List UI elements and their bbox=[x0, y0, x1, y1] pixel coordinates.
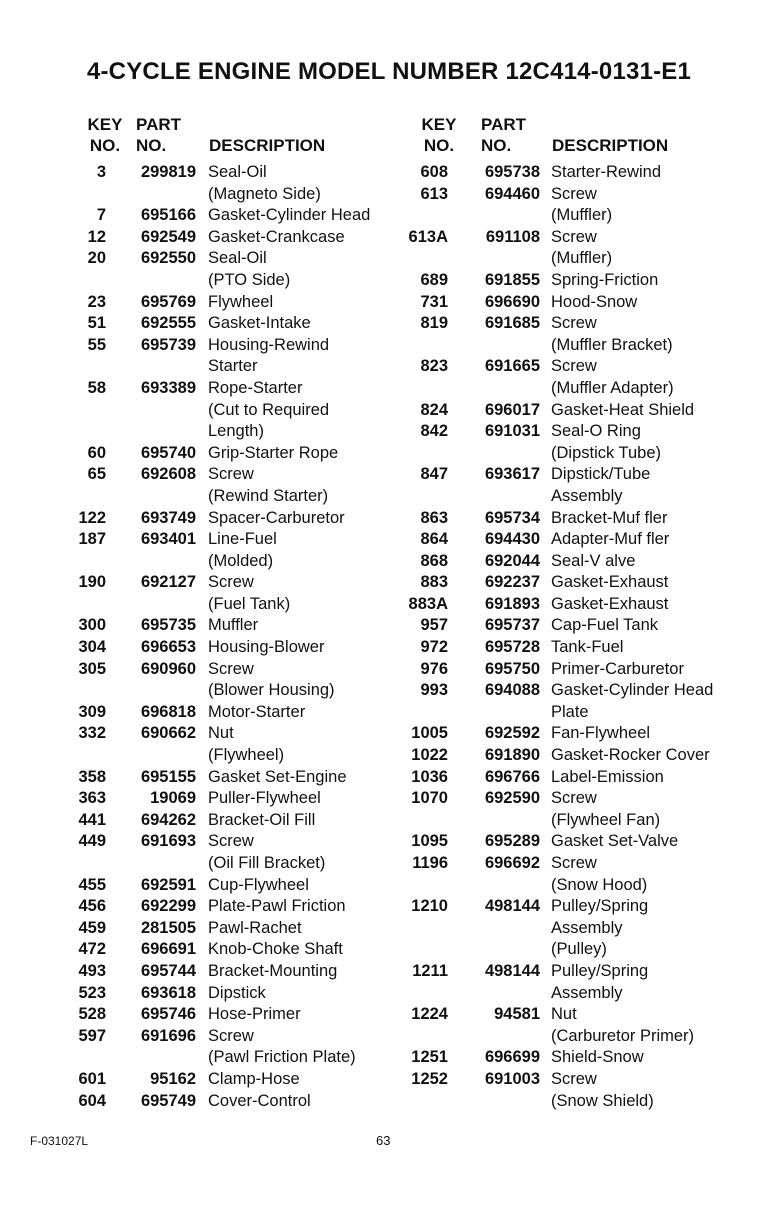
part-description: Gasket-Exhaust bbox=[551, 594, 669, 613]
part-description: (Cut to Required bbox=[208, 400, 330, 419]
part-description: (Muffler Bracket) bbox=[551, 335, 673, 354]
part-number: 695166 bbox=[140, 206, 196, 225]
part-number: 691693 bbox=[140, 832, 196, 851]
part-description: (Molded) bbox=[208, 551, 274, 570]
key-number: 58 bbox=[87, 378, 106, 397]
parts-row bbox=[0, 745, 778, 767]
part-description: Pulley/Spring bbox=[551, 961, 649, 980]
part-description: (PTO Side) bbox=[208, 270, 291, 289]
part-description: Screw bbox=[551, 227, 597, 246]
part-description: Assembly bbox=[551, 983, 623, 1002]
parts-row bbox=[0, 767, 778, 789]
parts-row bbox=[0, 529, 778, 551]
parts-row bbox=[0, 486, 778, 508]
part-number: 691031 bbox=[484, 422, 540, 441]
key-number: 449 bbox=[78, 832, 106, 851]
parts-row bbox=[0, 680, 778, 702]
key-number: 7 bbox=[96, 206, 106, 225]
parts-row bbox=[0, 702, 778, 724]
part-description: (Pulley) bbox=[551, 940, 607, 959]
part-number: 692608 bbox=[140, 465, 196, 484]
key-number: 190 bbox=[78, 573, 106, 592]
key-number: 300 bbox=[78, 616, 106, 635]
part-number: 691665 bbox=[484, 357, 540, 376]
key-number: 187 bbox=[78, 530, 106, 549]
key-number: 993 bbox=[420, 681, 448, 700]
parts-row bbox=[0, 723, 778, 745]
key-number: 304 bbox=[78, 638, 106, 657]
part-description: Screw bbox=[551, 184, 597, 203]
right-key-header-top: KEY bbox=[421, 115, 457, 134]
parts-row bbox=[0, 292, 778, 314]
right-description-header: DESCRIPTION bbox=[552, 136, 669, 155]
part-number: 691893 bbox=[484, 594, 540, 613]
part-number: 693749 bbox=[140, 508, 196, 527]
part-number: 694088 bbox=[484, 681, 540, 700]
part-number: 694262 bbox=[140, 810, 196, 829]
part-description: (Oil Fill Bracket) bbox=[208, 854, 326, 872]
part-description: Seal-V alve bbox=[551, 551, 636, 570]
part-description: Shield-Snow bbox=[551, 1048, 644, 1067]
key-number: 455 bbox=[78, 875, 106, 894]
parts-row bbox=[0, 227, 778, 249]
part-description: Housing-Blower bbox=[208, 638, 325, 657]
part-description: Screw bbox=[208, 573, 254, 592]
key-number: 883A bbox=[408, 594, 448, 613]
part-description: Screw bbox=[551, 357, 597, 376]
part-number: 694460 bbox=[484, 184, 540, 203]
part-description: Assembly bbox=[551, 486, 623, 505]
parts-row bbox=[0, 918, 778, 940]
part-description: (Blower Housing) bbox=[208, 681, 335, 700]
key-number: 523 bbox=[78, 983, 106, 1002]
part-description: Spring-Friction bbox=[551, 270, 659, 289]
key-number: 12 bbox=[87, 227, 106, 246]
key-number: 1070 bbox=[411, 789, 448, 808]
key-number: 883 bbox=[420, 573, 448, 592]
key-number: 1224 bbox=[411, 1005, 448, 1024]
key-number: 613 bbox=[420, 184, 448, 203]
left-key-header bbox=[84, 114, 126, 156]
part-number: 690960 bbox=[140, 659, 196, 678]
part-description: Plate bbox=[551, 702, 589, 721]
part-description: Grip-Starter Rope bbox=[208, 443, 339, 462]
key-number: 472 bbox=[78, 940, 106, 959]
right-part-header bbox=[481, 114, 526, 156]
parts-row bbox=[0, 378, 778, 400]
part-description: (Carburetor Primer) bbox=[551, 1026, 695, 1045]
part-description: Bracket-Mounting bbox=[208, 961, 338, 980]
key-number: 601 bbox=[78, 1069, 106, 1088]
part-description: Bracket-Muf fler bbox=[551, 508, 668, 527]
part-number: 691003 bbox=[484, 1069, 540, 1088]
key-number: 864 bbox=[420, 530, 448, 549]
key-number: 1196 bbox=[412, 854, 448, 872]
part-number: 696690 bbox=[484, 292, 540, 311]
key-number: 358 bbox=[78, 767, 106, 786]
part-description: Gasket-Cylinder Head bbox=[551, 681, 714, 700]
parts-row bbox=[0, 831, 778, 853]
part-number: 691108 bbox=[485, 227, 540, 246]
part-number: 696653 bbox=[140, 638, 196, 657]
part-description: Rope-Starter bbox=[208, 378, 303, 397]
key-number: 122 bbox=[78, 508, 106, 527]
part-description: (Muffler Adapter) bbox=[551, 378, 674, 397]
part-number: 696818 bbox=[140, 702, 196, 721]
part-number: 695155 bbox=[140, 767, 196, 786]
key-number: 23 bbox=[87, 292, 106, 311]
key-number: 51 bbox=[87, 314, 106, 333]
part-number: 695734 bbox=[484, 508, 540, 527]
part-number: 692555 bbox=[140, 314, 196, 333]
part-description: Screw bbox=[208, 465, 254, 484]
part-description: (Fuel Tank) bbox=[208, 594, 291, 613]
key-number: 55 bbox=[87, 335, 106, 354]
part-description: Flywheel bbox=[208, 292, 274, 311]
parts-row bbox=[0, 853, 778, 875]
part-number: 692299 bbox=[140, 897, 196, 916]
part-description: Cup-Flywheel bbox=[208, 875, 309, 894]
part-number: 281505 bbox=[140, 918, 196, 937]
key-number: 20 bbox=[87, 249, 106, 268]
key-number: 863 bbox=[420, 508, 448, 527]
key-number: 309 bbox=[78, 702, 106, 721]
key-number: 957 bbox=[420, 616, 448, 635]
parts-row bbox=[0, 421, 778, 443]
left-description-header: DESCRIPTION bbox=[209, 136, 326, 155]
part-description: Adapter-Muf fler bbox=[551, 530, 670, 549]
part-description: Dipstick/Tube bbox=[551, 465, 651, 484]
part-number: 690662 bbox=[140, 724, 196, 743]
parts-row bbox=[0, 594, 778, 616]
part-number: 695738 bbox=[484, 163, 540, 181]
part-description: Muffler bbox=[208, 616, 259, 635]
key-number: 731 bbox=[420, 292, 448, 311]
key-number: 689 bbox=[420, 270, 448, 289]
part-description: Gasket-Rocker Cover bbox=[551, 746, 710, 765]
part-description: Screw bbox=[208, 659, 254, 678]
part-description: Seal-Oil bbox=[208, 163, 267, 181]
part-number: 695735 bbox=[140, 616, 196, 635]
part-description: Plate-Pawl Friction bbox=[208, 897, 346, 916]
part-description: Nut bbox=[551, 1005, 577, 1024]
part-description: Hood-Snow bbox=[551, 292, 638, 311]
parts-row bbox=[0, 1004, 778, 1026]
part-description: Cover-Control bbox=[208, 1091, 311, 1110]
right-parts-list bbox=[0, 162, 778, 1112]
part-description: Screw bbox=[551, 789, 597, 808]
part-description: Gasket Set-Valve bbox=[551, 832, 679, 851]
part-description: Gasket-Crankcase bbox=[208, 227, 345, 246]
parts-row bbox=[0, 572, 778, 594]
key-number: 597 bbox=[78, 1026, 106, 1045]
part-number: 695740 bbox=[140, 443, 196, 462]
part-number: 695749 bbox=[140, 1091, 196, 1110]
part-description: (Muffler) bbox=[551, 249, 613, 268]
key-number: 456 bbox=[78, 897, 106, 916]
parts-row bbox=[0, 400, 778, 422]
parts-row bbox=[0, 637, 778, 659]
key-number: 493 bbox=[78, 961, 106, 980]
part-number: 693618 bbox=[140, 983, 196, 1002]
part-number: 696692 bbox=[484, 854, 540, 872]
part-description: Gasket-Heat Shield bbox=[551, 400, 695, 419]
part-number: 498144 bbox=[484, 961, 540, 980]
part-description: Pawl-Rachet bbox=[208, 918, 302, 937]
key-number: 819 bbox=[420, 314, 448, 333]
parts-row bbox=[0, 313, 778, 335]
part-description: Cap-Fuel Tank bbox=[551, 616, 659, 635]
parts-row bbox=[0, 1026, 778, 1048]
parts-row bbox=[0, 205, 778, 227]
part-description: Nut bbox=[208, 724, 234, 743]
parts-row bbox=[0, 464, 778, 486]
key-number: 847 bbox=[420, 465, 448, 484]
parts-row bbox=[0, 939, 778, 961]
part-number: 696017 bbox=[484, 400, 540, 419]
part-description: Motor-Starter bbox=[208, 702, 306, 721]
document-code: F-031027L bbox=[30, 1134, 89, 1148]
part-description: Spacer-Carburetor bbox=[208, 508, 345, 527]
part-description: Gasket-Intake bbox=[208, 314, 311, 333]
part-number: 694430 bbox=[484, 530, 540, 549]
parts-row bbox=[0, 615, 778, 637]
left-part-header-bottom: NO. bbox=[136, 136, 167, 155]
parts-row bbox=[0, 875, 778, 897]
part-description: Puller-Flywheel bbox=[208, 789, 321, 808]
part-description: Screw bbox=[551, 854, 597, 872]
parts-row bbox=[0, 443, 778, 465]
key-number: 824 bbox=[420, 400, 448, 419]
part-number: 692237 bbox=[484, 573, 540, 592]
parts-row bbox=[0, 1047, 778, 1069]
key-number: 1022 bbox=[411, 746, 448, 765]
page-number: 63 bbox=[376, 1133, 391, 1148]
part-description: Bracket-Oil Fill bbox=[208, 810, 316, 829]
part-description: Knob-Choke Shaft bbox=[208, 940, 343, 959]
part-description: Fan-Flywheel bbox=[551, 724, 651, 743]
part-description: Screw bbox=[208, 1026, 254, 1045]
key-number: 976 bbox=[420, 659, 448, 678]
parts-row bbox=[0, 1091, 778, 1113]
key-number: 1211 bbox=[412, 961, 448, 980]
part-description: (Dipstick Tube) bbox=[551, 443, 662, 462]
part-description: (Pawl Friction Plate) bbox=[208, 1048, 356, 1067]
key-number: 608 bbox=[420, 163, 448, 181]
part-description: Dipstick bbox=[208, 983, 266, 1002]
part-number: 693617 bbox=[484, 465, 540, 484]
key-number: 823 bbox=[420, 357, 448, 376]
part-description: Label-Emission bbox=[551, 767, 664, 786]
parts-row bbox=[0, 1069, 778, 1091]
part-description: Length) bbox=[208, 422, 264, 441]
key-number: 868 bbox=[420, 551, 448, 570]
left-part-header bbox=[136, 114, 181, 156]
right-part-header-bottom: NO. bbox=[481, 136, 512, 155]
key-number: 60 bbox=[87, 443, 106, 462]
part-description: Housing-Rewind bbox=[208, 335, 330, 354]
key-number: 1095 bbox=[411, 832, 448, 851]
part-number: 692127 bbox=[140, 573, 196, 592]
part-description: Clamp-Hose bbox=[208, 1069, 300, 1088]
part-number: 692549 bbox=[140, 227, 196, 246]
right-key-header bbox=[418, 114, 460, 156]
part-description: (Magneto Side) bbox=[208, 184, 321, 203]
parts-row bbox=[0, 356, 778, 378]
part-description: (Muffler) bbox=[551, 206, 613, 225]
part-description: Starter-Rewind bbox=[551, 163, 662, 181]
part-number: 498144 bbox=[484, 897, 540, 916]
key-number: 305 bbox=[78, 659, 106, 678]
right-part-header-top: PART bbox=[481, 115, 527, 134]
part-number: 696691 bbox=[140, 940, 196, 959]
part-number: 692550 bbox=[140, 249, 196, 268]
key-number: 613A bbox=[408, 227, 448, 246]
parts-row bbox=[0, 961, 778, 983]
part-number: 692590 bbox=[484, 789, 540, 808]
part-number: 695737 bbox=[484, 616, 540, 635]
part-number: 691696 bbox=[140, 1026, 196, 1045]
key-number: 1251 bbox=[411, 1048, 448, 1067]
parts-row bbox=[0, 335, 778, 357]
part-number: 693401 bbox=[140, 530, 196, 549]
part-description: Starter bbox=[208, 357, 258, 376]
part-number: 692592 bbox=[484, 724, 540, 743]
part-number: 94581 bbox=[494, 1005, 540, 1024]
part-number: 695769 bbox=[140, 292, 196, 311]
part-number: 693389 bbox=[140, 378, 196, 397]
left-key-header-bottom: NO. bbox=[89, 136, 121, 155]
key-number: 441 bbox=[78, 810, 106, 829]
part-number: 695750 bbox=[484, 659, 540, 678]
part-description: Gasket Set-Engine bbox=[208, 767, 347, 786]
part-number: 695746 bbox=[140, 1005, 196, 1024]
key-number: 1252 bbox=[411, 1069, 448, 1088]
parts-row bbox=[0, 983, 778, 1005]
parts-row bbox=[0, 896, 778, 918]
right-key-header-bottom: NO. bbox=[423, 136, 455, 155]
part-number: 691890 bbox=[484, 746, 540, 765]
left-key-header-top: KEY bbox=[87, 115, 123, 134]
part-description: Hose-Primer bbox=[208, 1005, 301, 1024]
part-description: Screw bbox=[551, 314, 597, 333]
parts-row bbox=[0, 659, 778, 681]
parts-row bbox=[0, 248, 778, 270]
part-number: 19069 bbox=[150, 789, 196, 808]
part-description: (Snow Hood) bbox=[551, 875, 648, 894]
part-description: Primer-Carburetor bbox=[551, 659, 684, 678]
part-description: (Flywheel) bbox=[208, 746, 285, 765]
key-number: 604 bbox=[78, 1091, 106, 1110]
part-description: Seal-Oil bbox=[208, 249, 267, 268]
part-number: 695289 bbox=[484, 832, 540, 851]
part-number: 696699 bbox=[484, 1048, 540, 1067]
part-description: Screw bbox=[208, 832, 254, 851]
part-number: 695739 bbox=[140, 335, 196, 354]
parts-row bbox=[0, 508, 778, 530]
part-description: (Flywheel Fan) bbox=[551, 810, 661, 829]
key-number: 65 bbox=[87, 465, 106, 484]
key-number: 842 bbox=[420, 422, 448, 441]
part-number: 692044 bbox=[484, 551, 540, 570]
part-number: 691855 bbox=[484, 270, 540, 289]
parts-row bbox=[0, 788, 778, 810]
key-number: 1005 bbox=[411, 724, 448, 743]
key-number: 528 bbox=[78, 1005, 106, 1024]
part-number: 695744 bbox=[140, 961, 196, 980]
part-description: Assembly bbox=[551, 918, 623, 937]
part-description: Gasket-Exhaust bbox=[551, 573, 669, 592]
part-description: Pulley/Spring bbox=[551, 897, 649, 916]
parts-row bbox=[0, 270, 778, 292]
key-number: 3 bbox=[96, 163, 106, 181]
part-number: 695728 bbox=[484, 638, 540, 657]
part-description: Tank-Fuel bbox=[551, 638, 624, 657]
part-number: 692591 bbox=[140, 875, 196, 894]
part-description: Line-Fuel bbox=[208, 530, 277, 549]
parts-row bbox=[0, 810, 778, 832]
part-description: (Rewind Starter) bbox=[208, 486, 329, 505]
part-number: 95162 bbox=[150, 1069, 196, 1088]
part-description: Screw bbox=[551, 1069, 597, 1088]
parts-row bbox=[0, 162, 778, 184]
left-part-header-top: PART bbox=[136, 115, 182, 134]
key-number: 332 bbox=[78, 724, 106, 743]
part-number: 299819 bbox=[140, 163, 196, 181]
part-description: Seal-O Ring bbox=[551, 422, 641, 441]
key-number: 1210 bbox=[411, 897, 448, 916]
key-number: 972 bbox=[420, 638, 448, 657]
part-number: 696766 bbox=[484, 767, 540, 786]
part-description: Gasket-Cylinder Head bbox=[208, 206, 371, 225]
part-number: 691685 bbox=[484, 314, 540, 333]
key-number: 459 bbox=[78, 918, 106, 937]
page-title: 4-CYCLE ENGINE MODEL NUMBER 12C414-0131-E1 bbox=[86, 58, 692, 85]
part-description: (Snow Shield) bbox=[551, 1091, 654, 1110]
parts-row bbox=[0, 184, 778, 206]
key-number: 1036 bbox=[411, 767, 448, 786]
key-number: 363 bbox=[78, 789, 106, 808]
parts-row bbox=[0, 551, 778, 573]
